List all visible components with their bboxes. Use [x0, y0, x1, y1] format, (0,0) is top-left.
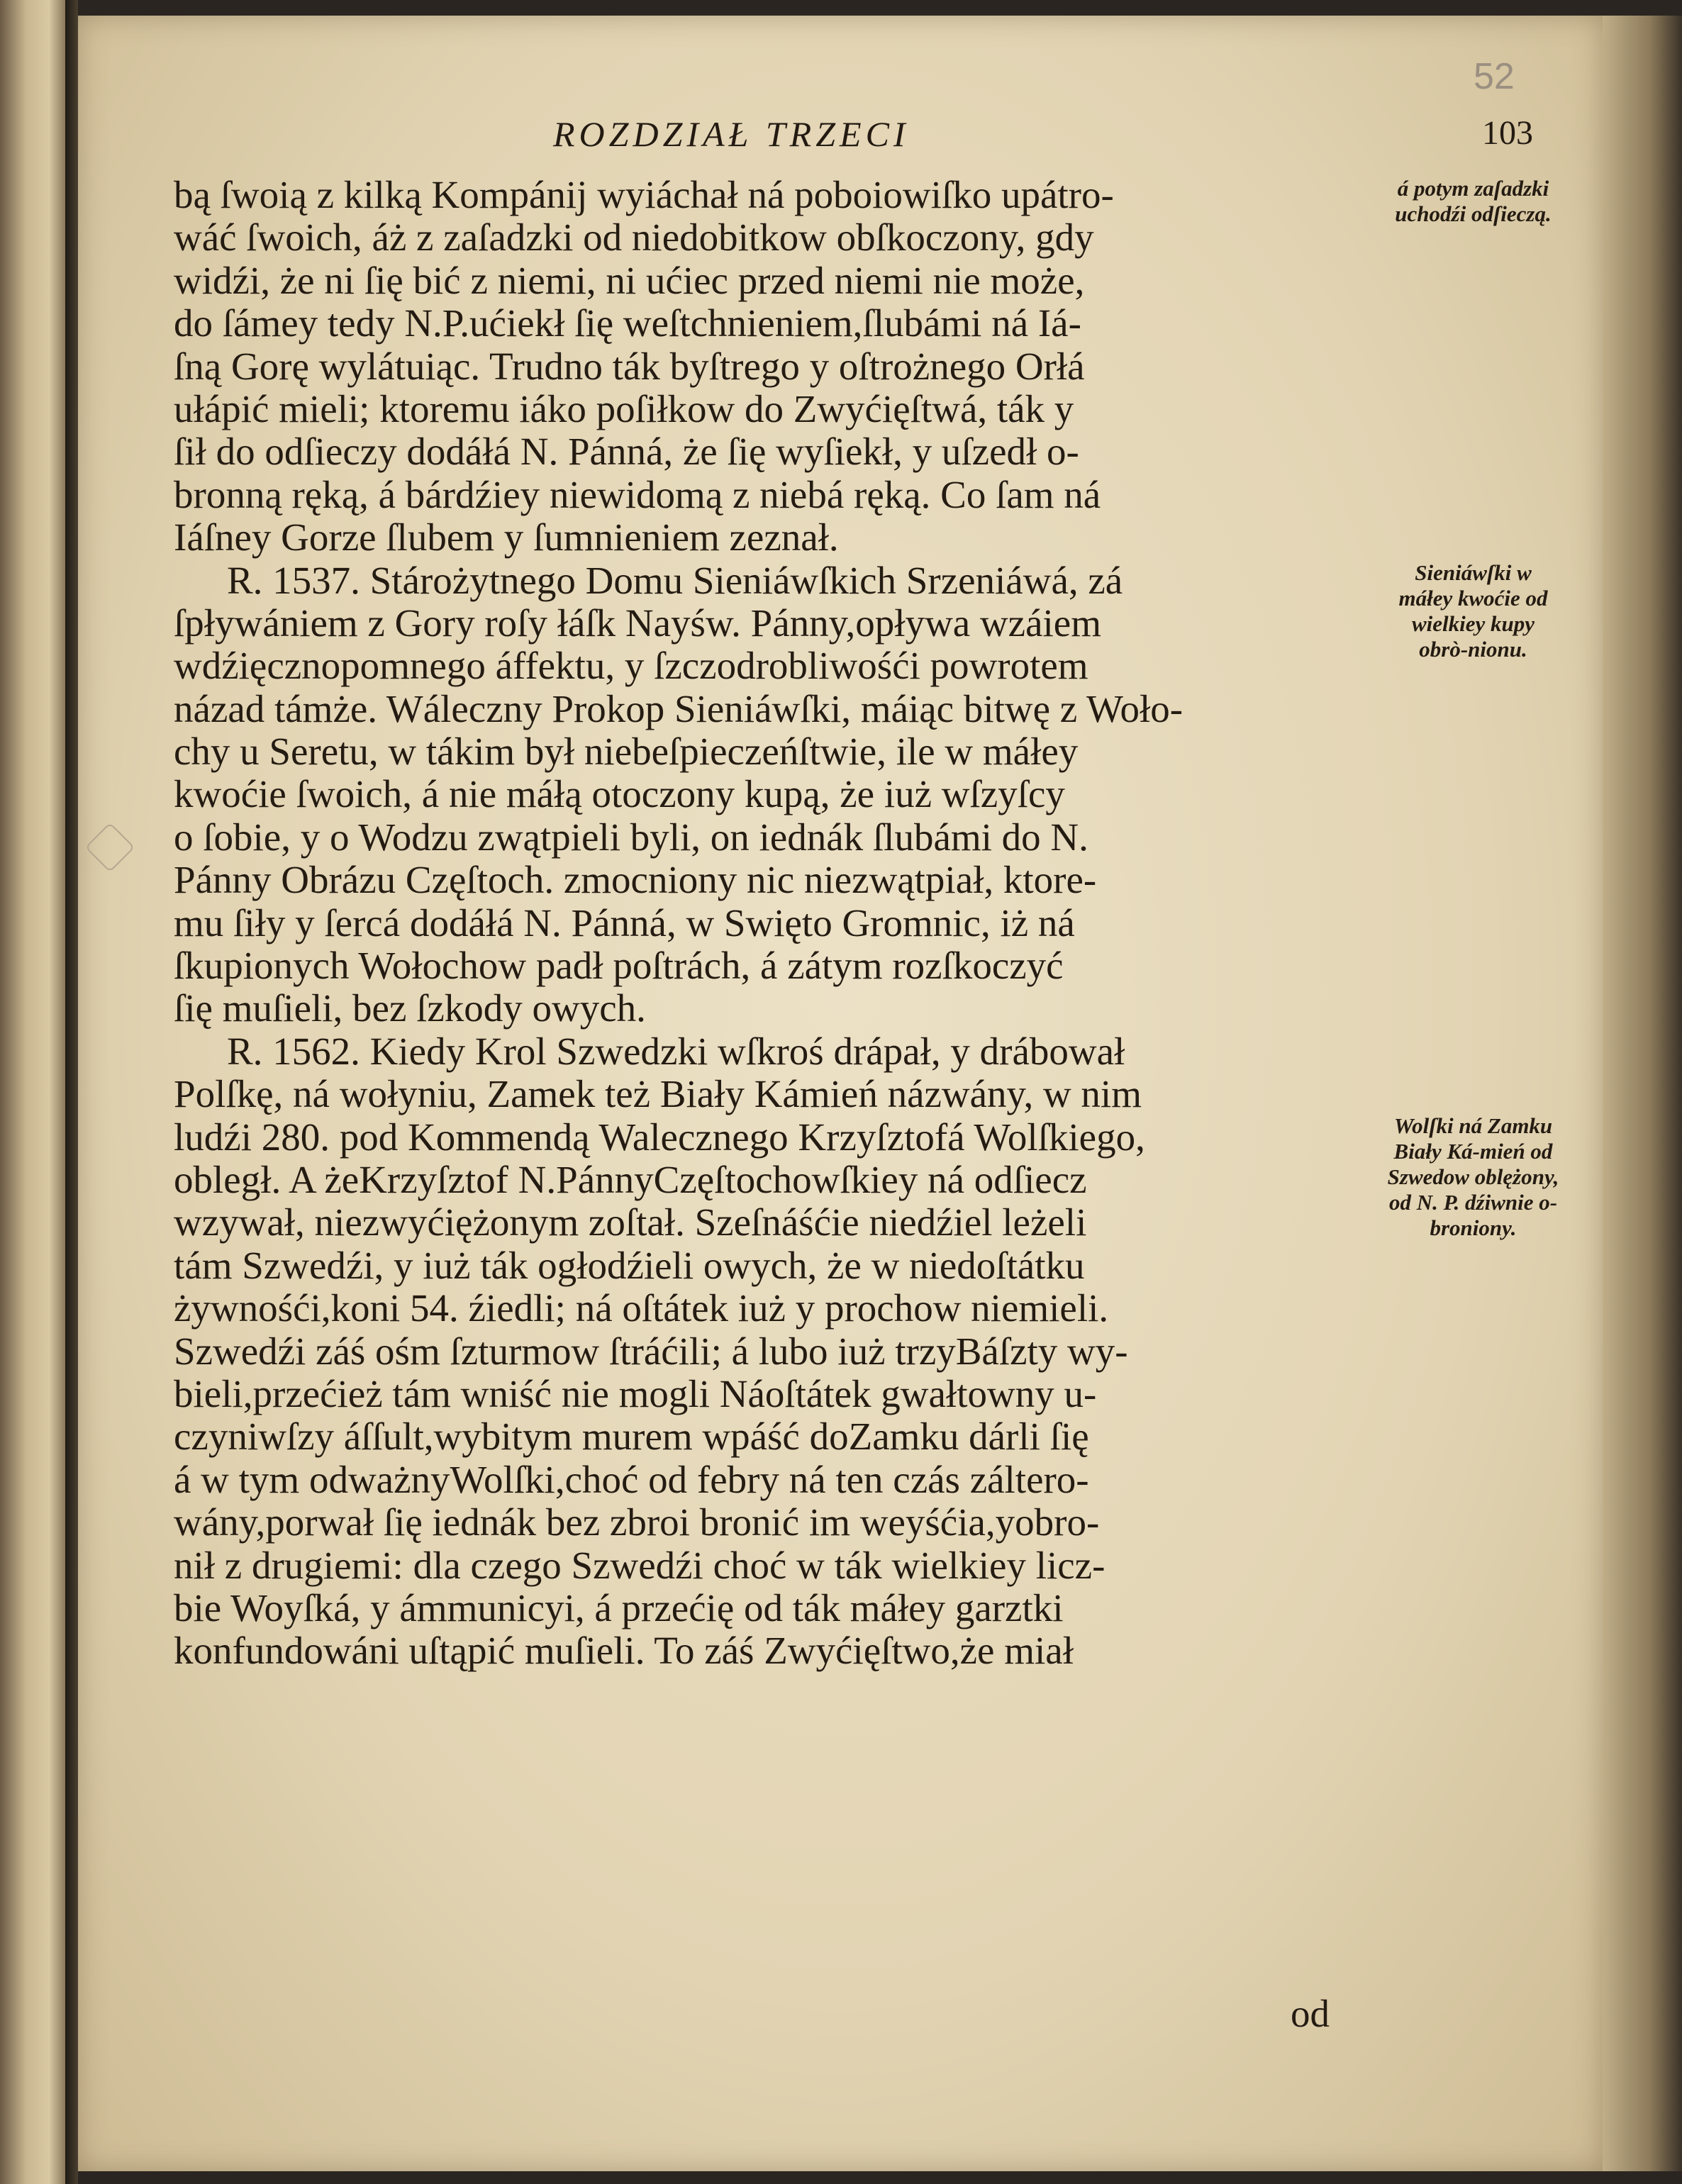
- text-line: widźi, że ni ſię bić z niemi, ni ućiec przed niemi nie może,: [174, 259, 1085, 302]
- running-head: ROZDZIAŁ TRZECI: [553, 114, 910, 154]
- text-line: konfundowáni uſtąpić muſieli. To záś Zwyćięſtwo,że miał: [174, 1629, 1074, 1673]
- sidenote: á potym zaſadzki uchodźi odſieczą.: [1395, 176, 1552, 226]
- text-line: bą ſwoią z kilką Kompánij wyiáchał ná poboiowiſko upátro-: [174, 174, 1114, 216]
- left-page-edge: [0, 0, 65, 2184]
- text-line: bie Woyſká, y ámmunicyi, á przećię od ták máłey garztki: [174, 1586, 1064, 1629]
- text-line: ſił do odſieczy dodáłá N. Pánná, że ſię wyſiekł, y uſzedł o-: [174, 430, 1079, 474]
- text-line: chy u Seretu, w tákim był niebeſpieczeńſtwie, ile w máłey: [174, 730, 1079, 774]
- body-text: [174, 174, 1386, 1673]
- text-line: do ſámey tedy N.P.ućiekł ſię weſtchnieniem,ſlubámi ná Iá-: [174, 302, 1081, 345]
- text-line: ſkupionych Wołochow padł poſtrách, á zátym rozſkoczyć: [174, 945, 1064, 988]
- page-number: 103: [1482, 114, 1533, 152]
- text-line: Iáſney Gorze ſlubem y ſumnieniem zeznał.: [174, 516, 839, 559]
- text-line: Pánny Obrázu Częſtoch. zmocniony nic niezwątpiał, ktore-: [174, 859, 1097, 902]
- catchword: od: [1291, 1992, 1330, 2035]
- text-line: obległ. A żeKrzyſztof N.PánnyCzęſtochowſkiey ná odſiecz: [174, 1158, 1087, 1201]
- text-line: kwoćie ſwoich, á nie máłą otoczony kupą, że iuż wſzyſcy: [174, 773, 1065, 816]
- text-line: Szwedźi záś ośm ſzturmow ſtráćili; á lubo iuż trzyBáſzty wy-: [174, 1330, 1128, 1373]
- text-line: bieli,przećież tám wniść nie mogli Náoſtátek gwałtowny u-: [174, 1372, 1097, 1415]
- book-gutter: [65, 0, 78, 2184]
- text-line: nił z drugiemi: dla czego Szwedźi choć w ták wielkiey licz-: [174, 1544, 1105, 1587]
- text-line: ułápić mieli; ktoremu iáko poſiłkow do Zwyćięſtwá, ták y: [174, 387, 1074, 430]
- text-line: wány,porwał ſię iednák bez zbroi bronić im weyśćia,yobro-: [174, 1501, 1100, 1544]
- sidenote: Sieniáwſki w máłey kwoćie od wielkiey kupy obrò-nionu.: [1398, 560, 1548, 662]
- text-line: ludźi 280. pod Kommendą Walecznego Krzyſztofá Wolſkiego,: [174, 1115, 1145, 1159]
- text-line: mu ſiły y ſercá dodáłá N. Pánná, w Swięto Gromnic, iż ná: [174, 901, 1075, 945]
- text-line: czyniwſzy áſſult,wybitym murem wpáść doZamku dárli ſię: [174, 1415, 1089, 1459]
- text-line: żywnośći,koni 54. źiedli; ná oſtátek iuż y prochow niemieli.: [174, 1287, 1109, 1330]
- text-line: R. 1562. Kiedy Krol Szwedzki wſkroś drápał, y drábował: [227, 1030, 1125, 1073]
- text-line: á w tym odważnyWolſki,choć od febry ná ten czás záltero-: [174, 1458, 1089, 1501]
- sidenote: Wolſki ná Zamku Biały Ká-mień od Szwedow oblężony, od N. P. dźiwnie o-broniony.: [1387, 1113, 1559, 1240]
- text-line: názad támże. Wáleczny Prokop Sieniáwſki, máiąc bitwę z Woło-: [174, 687, 1183, 730]
- folio-number: 52: [1474, 56, 1515, 97]
- text-line: wdźięcznopomnego áffektu, y ſzczodrobliwośći powrotem: [174, 645, 1088, 688]
- text-line: R. 1537. Stárożytnego Domu Sieniáwſkich Srzeniáwá, zá: [227, 559, 1123, 602]
- right-page-edge: [1603, 16, 1682, 2171]
- text-line: wzywał, niezwyćiężonym zoſtał. Szeſnáśćie niedźiel leżeli: [174, 1201, 1087, 1244]
- text-line: Polſkę, ná wołyniu, Zamek też Biały Kámień názwány, w nim: [174, 1073, 1142, 1116]
- text-line: bronną ręką, á bárdźiey niewidomą z niebá ręką. Co ſam ná: [174, 473, 1101, 516]
- text-line: ſną Gorę wylátuiąc. Trudno ták byſtrego y oſtrożnego Orłá: [174, 345, 1085, 388]
- text-line: wáć ſwoich, áż z zaſadzki od niedobitkow obſkoczony, gdy: [174, 216, 1094, 260]
- text-line: o ſobie, y o Wodzu zwątpieli byli, on iednák ſlubámi do N.: [174, 815, 1088, 859]
- text-line: tám Szwedźi, y iuż ták ogłodźieli owych, że w niedoſtátku: [174, 1244, 1085, 1287]
- text-line: ſię muſieli, bez ſzkody owych.: [174, 987, 646, 1030]
- text-line: ſpływániem z Gory roſy łáſk Nayśw. Pánny,opływa wzáiem: [174, 601, 1101, 645]
